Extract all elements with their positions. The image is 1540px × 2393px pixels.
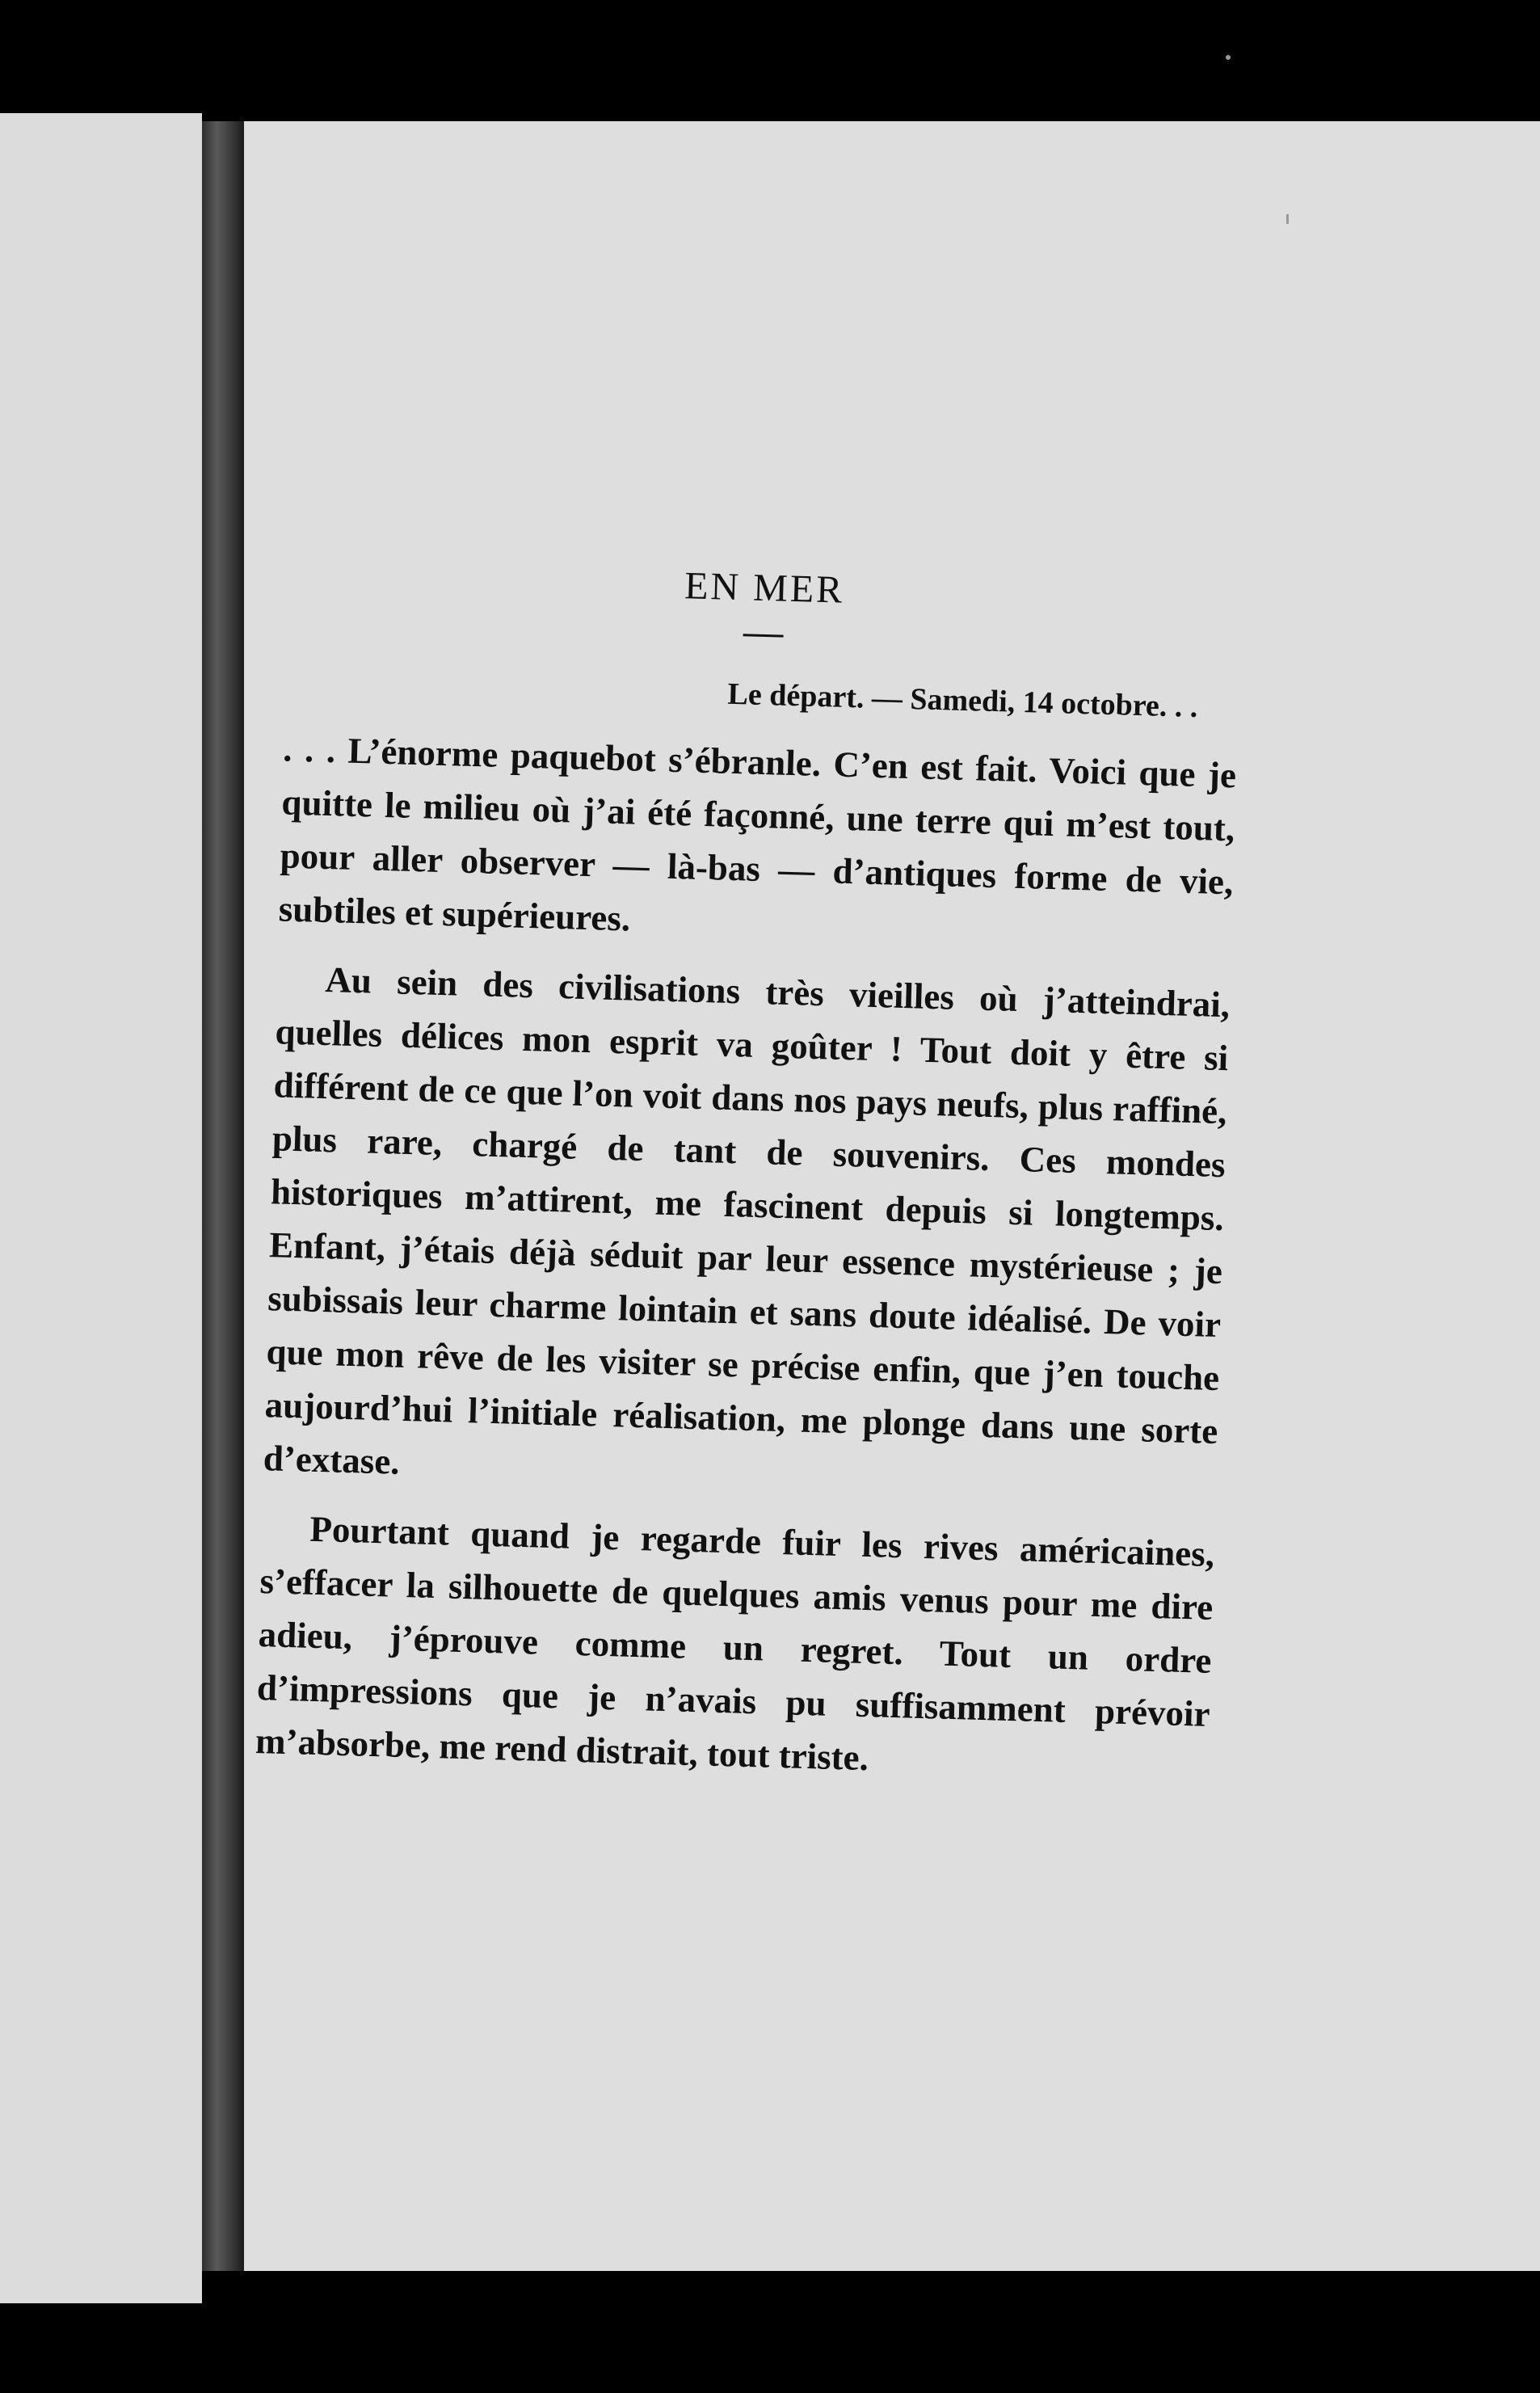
paragraph-2: Au sein des civilisations très vieilles où j’atteindrai, quelles délices mon esprit va goûter ! Tout doit y être si différent de ce que l’on voit dans nos pays neufs, plus raffiné, plus rare, chargé de tant de souvenirs. Ces mondes historiques m’attirent, me fascinent depuis si longtemps. Enfant, j’étais déjà séduit par leur essence mystérieuse ; je subissais leur charme lointain et sans doute idéalisé. De voir que mon rêve de les visiter se précise enfin, que j’en touche aujourd’hui l’initiale réalisation, me plonge dans une sorte d’extase. (263, 959, 1231, 1482)
facing-page-edge (0, 113, 202, 2303)
page-text (255, 553, 1242, 1810)
scan-speck (1286, 214, 1289, 224)
paragraph-3: Pourtant quand je regarde fuir les rives américaines, s’effacer la silhouette de quelques amis venus pour me dire adieu, j’éprouve comme un regret. Tout un ordre d’impressions que je n’avais pu suffisamment prévoir m’absorbe, me rend distrait, tout triste. (255, 1508, 1215, 1779)
book-page (244, 121, 1540, 2271)
chapter-title: EN MER (684, 564, 845, 612)
scan-speck (1226, 55, 1231, 60)
paragraph-1: . . . L’énorme paquebot s’ébranle. C’en est fait. Voici que je quitte le milieu où j’ai été façonné, une terre qui m’est tout, pour aller observer — là-bas — d’antiques forme de vie, subtiles et supérieures. (278, 728, 1237, 939)
title-rule (743, 634, 784, 637)
book-gutter (202, 121, 244, 2271)
chapter-subtitle: Le départ. — Samedi, 14 octobre. . . (727, 676, 1198, 725)
